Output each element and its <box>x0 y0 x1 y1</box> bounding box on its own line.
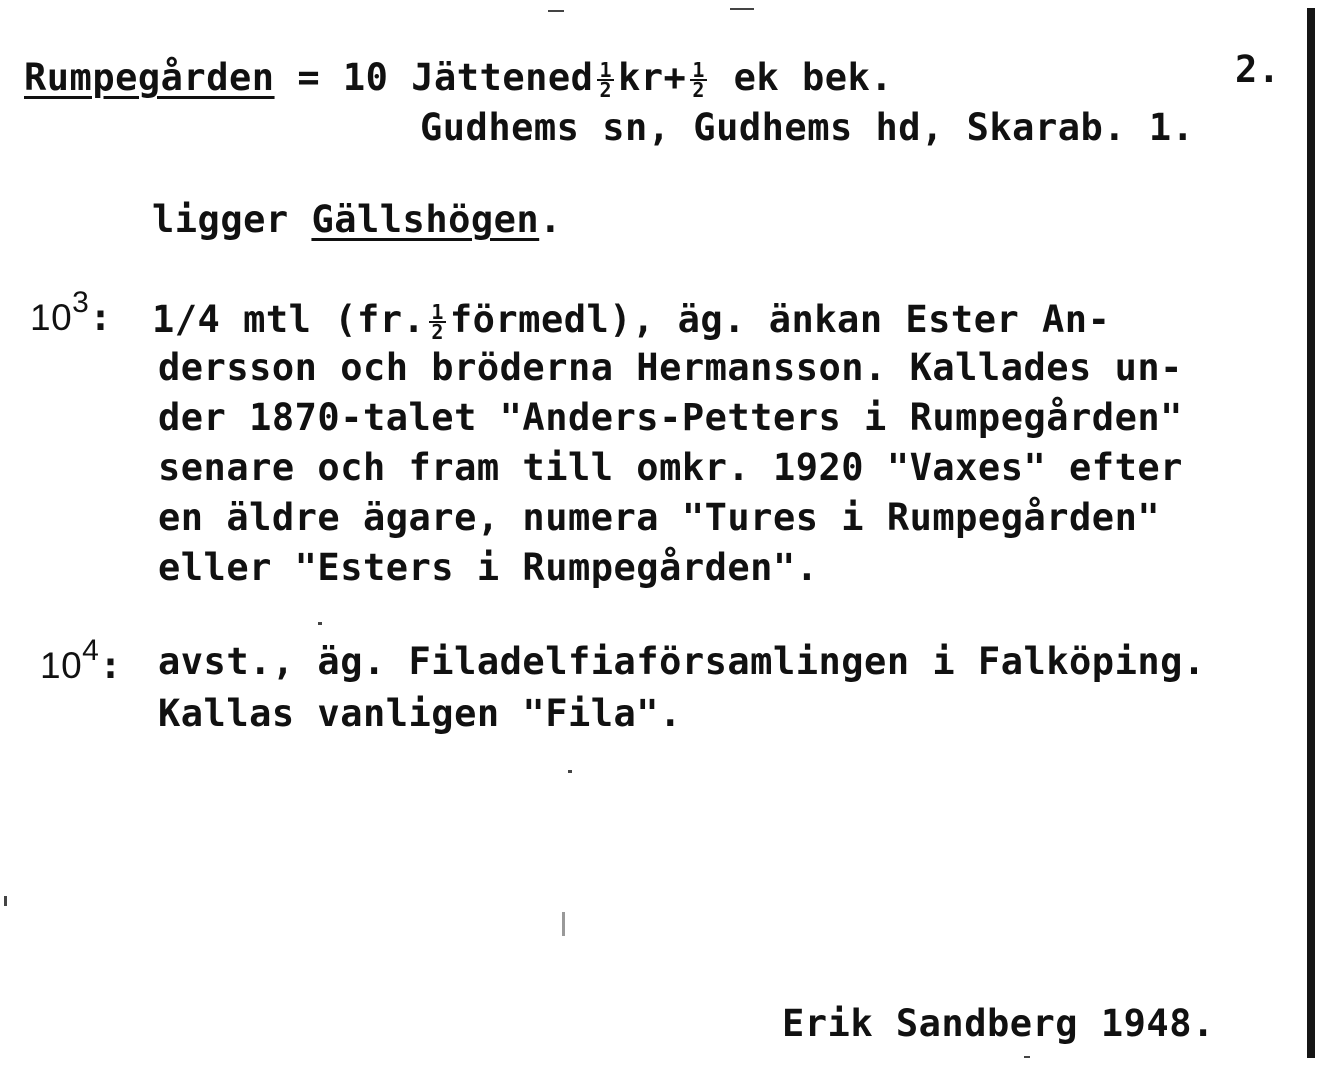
scan-speck <box>568 770 572 773</box>
card-number: 2. <box>1235 48 1281 91</box>
ligger-place: Gällshögen <box>311 198 540 241</box>
entry-103-sup: 3 <box>72 286 90 319</box>
entry-104-colon: : <box>99 644 123 687</box>
entry-103-line4: senare och fram till omkr. 1920 "Vaxes" efter <box>158 446 1183 489</box>
equals-sign: = <box>297 56 321 99</box>
fraction-half-3: $\frac{1}{2}$ <box>431 299 444 344</box>
entry-104-base: 10 <box>40 645 83 686</box>
ligger-prefix: ligger <box>152 198 289 241</box>
location-line: Gudhems sn, Gudhems hd, Skarab. 1. <box>420 106 1195 149</box>
ligger-line <box>152 200 562 240</box>
entry-103-line5: en äldre ägare, numera "Tures i Rumpegården" <box>158 496 1161 539</box>
scan-speck <box>4 896 7 906</box>
scan-speck <box>730 8 754 10</box>
signature: Erik Sandberg 1948. <box>782 1002 1215 1045</box>
scan-speck <box>548 10 564 12</box>
entry-103-line3: der 1870-talet "Anders-Petters i Rumpegården" <box>158 396 1183 439</box>
ek-bek-text: ek bek. <box>733 56 894 99</box>
header-line <box>24 56 894 102</box>
scan-speck <box>1024 1056 1030 1058</box>
entry-103-line2: dersson och bröderna Hermansson. Kallades un- <box>158 346 1183 389</box>
scan-speck <box>562 912 565 936</box>
fraction-half-1: $\frac{1}{2}$ <box>599 57 612 102</box>
scan-speck <box>318 622 322 625</box>
entry-104-label <box>40 634 123 689</box>
place-name: Rumpegården <box>24 56 275 99</box>
property-name: 10 Jättened <box>342 56 594 99</box>
kr-text: kr+ <box>617 56 687 99</box>
entry-103-line1: 1/4 mtl (fr. $\frac{1}{2}$ förmedl), äg. änkan Ester An- <box>152 298 1111 344</box>
entry-103-colon: : <box>89 296 113 339</box>
entry-104-sup: 4 <box>82 634 100 667</box>
entry-103-line6: eller "Esters i Rumpegården". <box>158 546 819 589</box>
entry-103-base: 10 <box>30 297 73 338</box>
entry-104-line2: Kallas vanligen "Fila". <box>158 692 682 735</box>
fraction-half-2: $\frac{1}{2}$ <box>692 57 705 102</box>
entry-103-label <box>30 286 113 341</box>
card-right-edge <box>1307 8 1315 1058</box>
ligger-suffix: . <box>539 198 562 241</box>
entry-104-line1: avst., äg. Filadelfiaförsamlingen i Falköping. <box>158 640 1206 683</box>
